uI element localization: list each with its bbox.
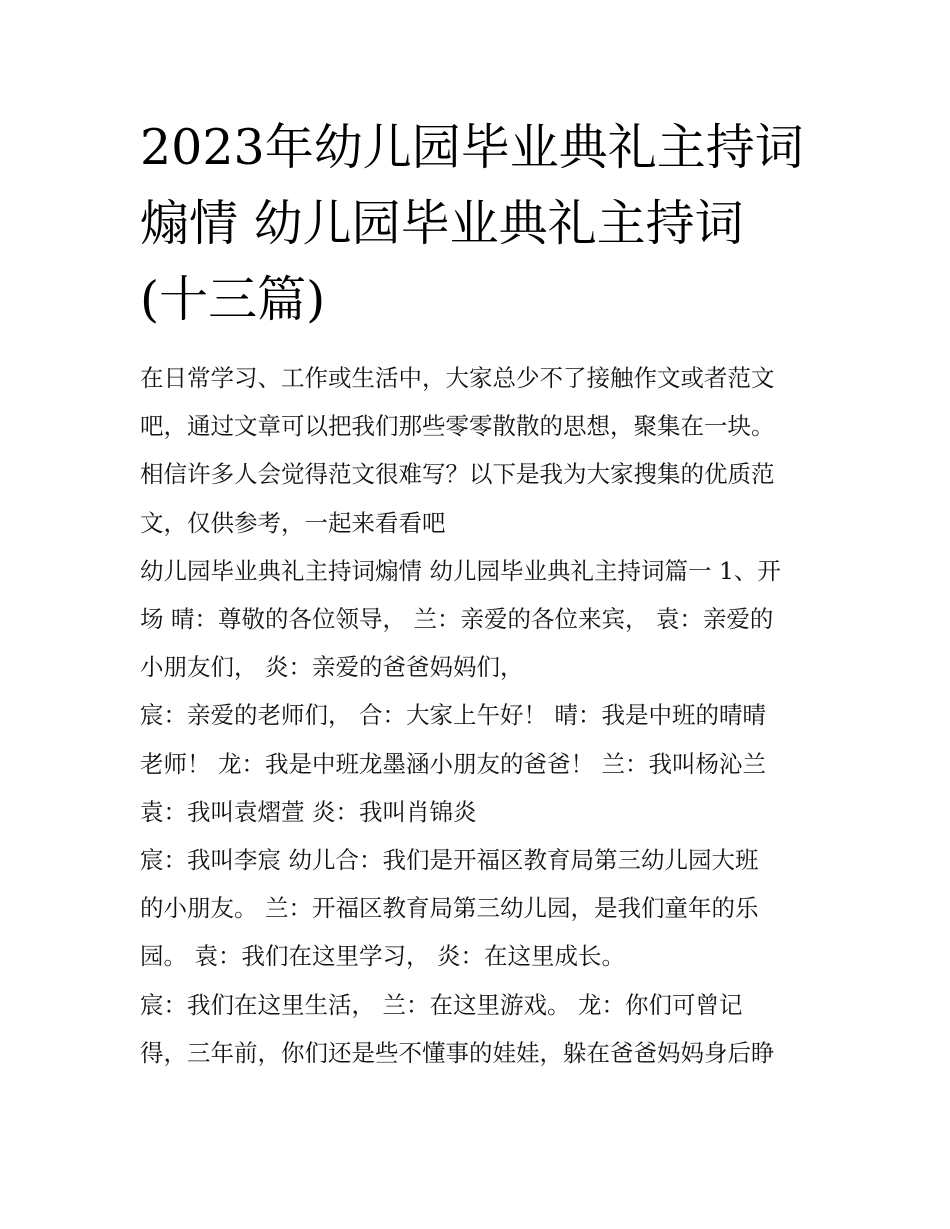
- body-line: 相信许多人会觉得范文很难写？以下是我为大家搜集的优质范: [140, 460, 775, 489]
- body-line: 小朋友们， 炎：亲爱的爸爸妈妈们，: [140, 653, 524, 682]
- document-content: [140, 110, 820, 1077]
- document-body: [140, 354, 820, 1077]
- title-line-3: (十三篇): [140, 271, 326, 328]
- title-line-2: 煽情 幼儿园毕业典礼主持词: [140, 195, 744, 252]
- body-line: 老师！ 龙：我是中班龙墨涵小朋友的爸爸！ 兰：我叫杨沁兰: [140, 749, 766, 778]
- body-line: 幼儿园毕业典礼主持词煽情 幼儿园毕业典礼主持词篇一 1、开: [140, 556, 781, 585]
- body-line: 宸：亲爱的老师们， 合：大家上午好！ 晴：我是中班的晴晴: [140, 701, 766, 730]
- body-line: 袁：我叫袁熠萱 炎：我叫肖锦炎: [140, 797, 477, 826]
- body-line: 的小朋友。 兰：开福区教育局第三幼儿园，是我们童年的乐: [140, 894, 759, 923]
- body-line: 园。 袁：我们在这里学习， 炎：在这里成长。: [140, 942, 625, 971]
- body-line: 得，三年前，你们还是些不懂事的娃娃，躲在爸爸妈妈身后睁: [140, 1038, 775, 1067]
- body-line: 宸：我叫李宸 幼儿合：我们是开福区教育局第三幼儿园大班: [140, 846, 759, 875]
- title-line-1: 2023年幼儿园毕业典礼主持词: [140, 119, 804, 176]
- body-line: 文，仅供参考，一起来看看吧: [140, 508, 446, 537]
- body-line: 在日常学习、工作或生活中，大家总少不了接触作文或者范文: [140, 364, 775, 392]
- body-line: 宸：我们在这里生活， 兰：在这里游戏。 龙：你们可曾记: [140, 990, 743, 1019]
- document-title: [140, 110, 820, 338]
- body-line: 场 晴：尊敬的各位领导， 兰：亲爱的各位来宾， 袁：亲爱的: [140, 605, 774, 634]
- body-line: 吧，通过文章可以把我们那些零零散散的思想，聚集在一块。: [140, 412, 775, 441]
